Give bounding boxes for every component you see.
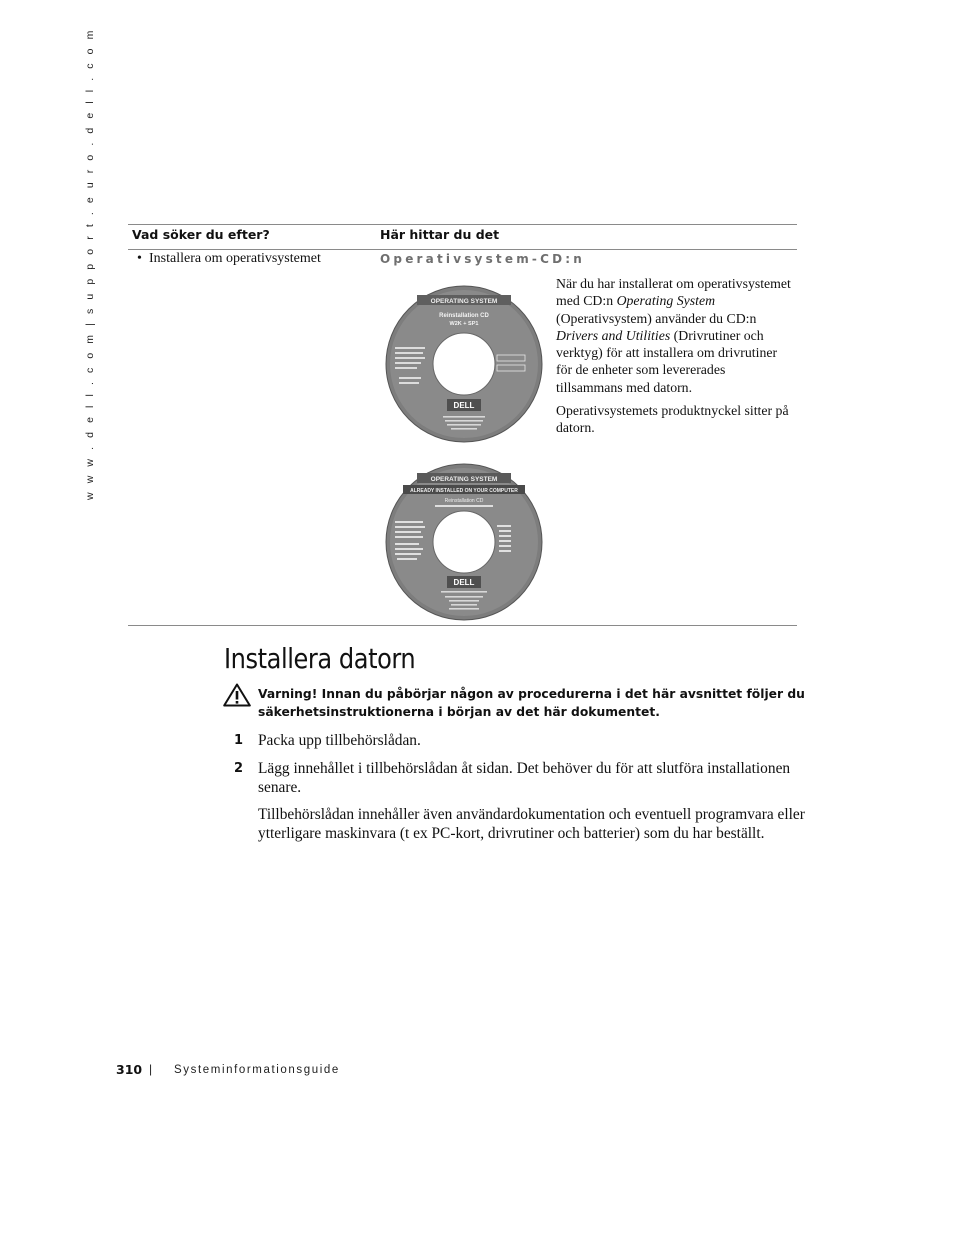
disc1-title: Reinstallation CD bbox=[439, 313, 489, 319]
disc2-banner: OPERATING SYSTEM bbox=[430, 476, 498, 483]
step-text-2: Lägg innehållet i tillbehörslådan åt sidan. Det behöver du för att slutföra installationen senare. bbox=[258, 760, 791, 796]
step-number-1: 1 bbox=[234, 733, 244, 748]
disc1-banner: OPERATING SYSTEM bbox=[430, 298, 498, 305]
footer-separator: | bbox=[149, 1062, 153, 1076]
description-paragraph-1: När du har installerat om operativsystemet med CD:n Operating System (Operativsystem) använder du CD:n Drivers and Utilities (Drivrutiner och verktyg) för att installera om drivrutiner för de enheter som levererades tillsammans med datorn. bbox=[556, 276, 791, 395]
disc2-banner-2: ALREADY INSTALLED ON YOUR COMPUTER bbox=[410, 488, 518, 494]
table-header-rule bbox=[128, 249, 797, 250]
table-header-where: Här hittar du det bbox=[380, 227, 500, 242]
source-label: Operativsystem-CD:n bbox=[380, 252, 585, 266]
side-url: w w w . d e l l . c o m | s u p p o r t . e u r o . d e l l . c o m bbox=[84, 27, 96, 500]
source-description bbox=[556, 275, 792, 443]
step-text-1: Packa upp tillbehörslådan. bbox=[258, 732, 421, 749]
table-header-what: Vad söker du efter? bbox=[132, 227, 270, 242]
description-paragraph-2: Operativsystemets produktnyckel sitter på datorn. bbox=[556, 403, 789, 436]
page-number: 310 bbox=[116, 1062, 143, 1077]
table-row-item bbox=[137, 251, 321, 267]
warning-text: Varning! Innan du påbörjar någon av procedurerna i det här avsnittet följer du säkerhetsinstruktionerna i början av det här dokumentet. bbox=[258, 687, 805, 719]
warning-triangle-icon bbox=[223, 683, 251, 707]
disc1-subtitle: W2K + SP1 bbox=[449, 321, 479, 327]
table-bottom-rule bbox=[128, 625, 797, 626]
item-text: Installera om operativsystemet bbox=[149, 251, 321, 266]
table-top-rule bbox=[128, 224, 797, 225]
footer-title: Systeminformationsguide bbox=[174, 1064, 340, 1076]
os-cd-image-2 bbox=[385, 463, 543, 621]
os-cd-image-1 bbox=[385, 285, 543, 443]
bullet-marker: • bbox=[137, 251, 142, 266]
disc2-brand: DELL bbox=[453, 578, 475, 587]
section-heading: Installera datorn bbox=[224, 642, 416, 675]
step-number-2: 2 bbox=[234, 761, 244, 776]
disc2-title: Reinstallation CD bbox=[444, 498, 484, 504]
disc1-brand: DELL bbox=[453, 401, 475, 410]
step-2-extra-paragraph: Tillbehörslådan innehåller även användardokumentation och eventuell programvara eller ytterligare maskinvara (t ex PC-kort, drivrutiner och batterier) som du har beställt. bbox=[258, 806, 805, 842]
